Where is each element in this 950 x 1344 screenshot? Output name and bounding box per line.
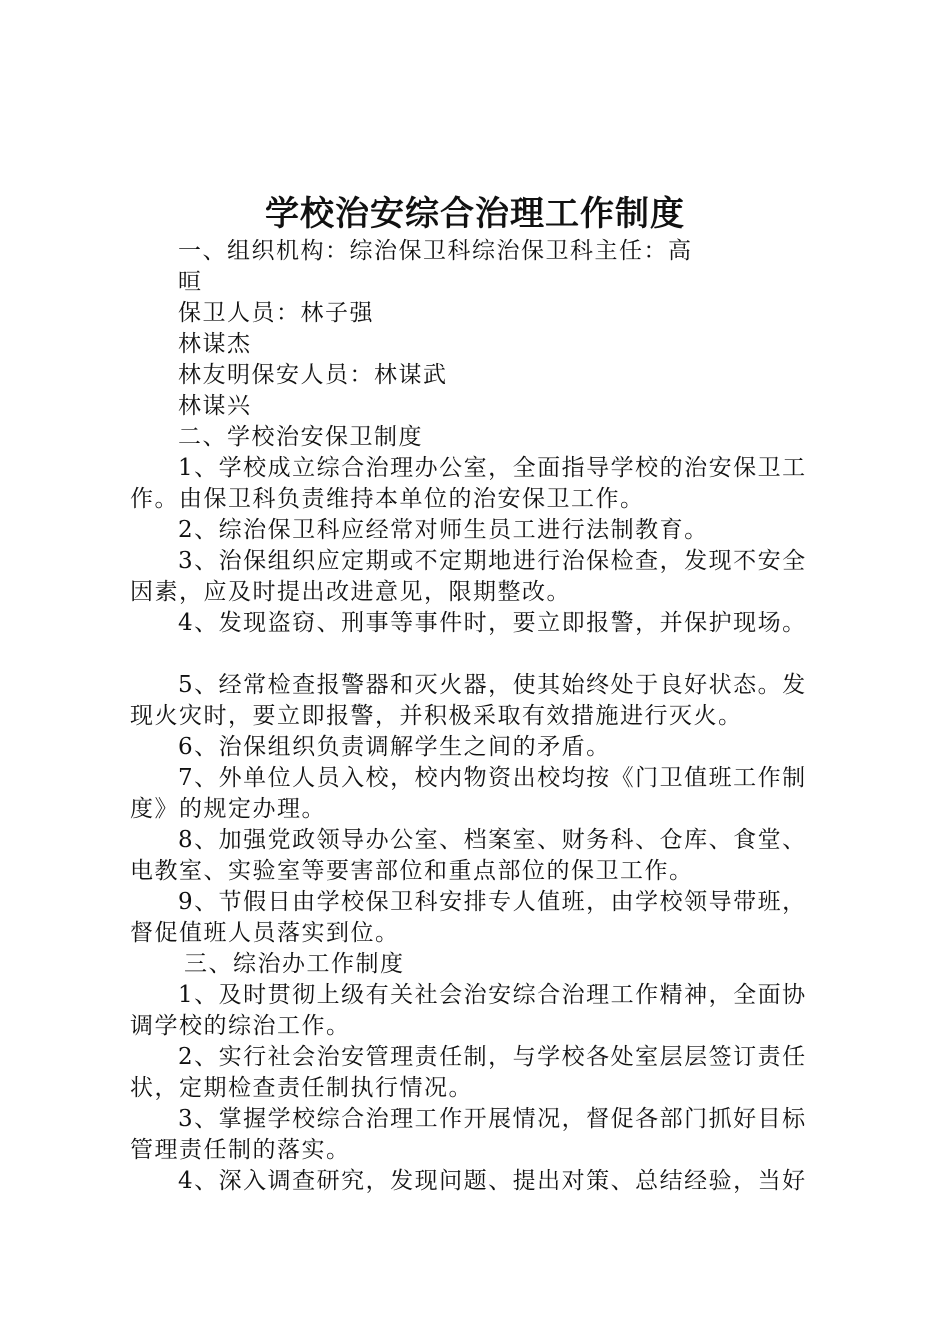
section-heading: 三、综治办工作制度	[184, 951, 405, 977]
body-line: 4、发现盗窃、刑事等事件时，要立即报警，并保护现场。	[178, 610, 807, 636]
body-line: 3、掌握学校综合治理工作开展情况，督促各部门抓好目标	[178, 1106, 807, 1132]
body-line: 状，定期检查责任制执行情况。	[130, 1075, 473, 1101]
body-line: 保卫人员：林子强	[178, 300, 374, 326]
body-line: 一、组织机构：综治保卫科综治保卫科主任：高	[178, 238, 693, 264]
section-heading: 二、学校治安保卫制度	[178, 424, 423, 450]
document-body	[130, 236, 830, 1197]
body-line: 林友明保安人员：林谋武	[178, 362, 448, 388]
body-line: 8、加强党政领导办公室、档案室、财务科、仓库、食堂、	[178, 827, 807, 853]
body-line: 晅	[178, 269, 203, 295]
body-line: 督促值班人员落实到位。	[130, 920, 400, 946]
body-line: 电教室、实验室等要害部位和重点部位的保卫工作。	[130, 858, 694, 884]
body-line: 林谋兴	[178, 393, 252, 419]
body-line: 作。由保卫科负责维持本单位的治安保卫工作。	[130, 486, 645, 512]
body-line: 5、经常检查报警器和灭火器，使其始终处于良好状态。发	[178, 672, 807, 698]
body-line: 调学校的综治工作。	[130, 1013, 351, 1039]
body-line: 7、外单位人员入校，校内物资出校均按《门卫值班工作制	[178, 765, 807, 791]
body-line: 9、节假日由学校保卫科安排专人值班，由学校领导带班，	[178, 889, 807, 915]
body-line: 度》的规定办理。	[130, 796, 326, 822]
blank-line	[130, 639, 830, 670]
body-line: 管理责任制的落实。	[130, 1137, 351, 1163]
body-line: 1、及时贯彻上级有关社会治安综合治理工作精神，全面协	[178, 982, 807, 1008]
body-line: 林谋杰	[178, 331, 252, 357]
body-line: 2、综治保卫科应经常对师生员工进行法制教育。	[178, 517, 709, 543]
body-line: 4、深入调查研究，发现问题、提出对策、总结经验，当好	[178, 1168, 807, 1194]
document-title: 学校治安综合治理工作制度	[265, 194, 685, 234]
body-line: 1、学校成立综合治理办公室，全面指导学校的治安保卫工	[178, 455, 807, 481]
body-line: 2、实行社会治安管理责任制，与学校各处室层层签订责任	[178, 1044, 807, 1070]
body-line: 6、治保组织负责调解学生之间的矛盾。	[178, 734, 611, 760]
body-line: 现火灾时，要立即报警，并积极采取有效措施进行灭火。	[130, 703, 743, 729]
body-line: 3、治保组织应定期或不定期地进行治保检查，发现不安全	[178, 548, 807, 574]
body-line: 因素，应及时提出改进意见，限期整改。	[130, 579, 571, 605]
